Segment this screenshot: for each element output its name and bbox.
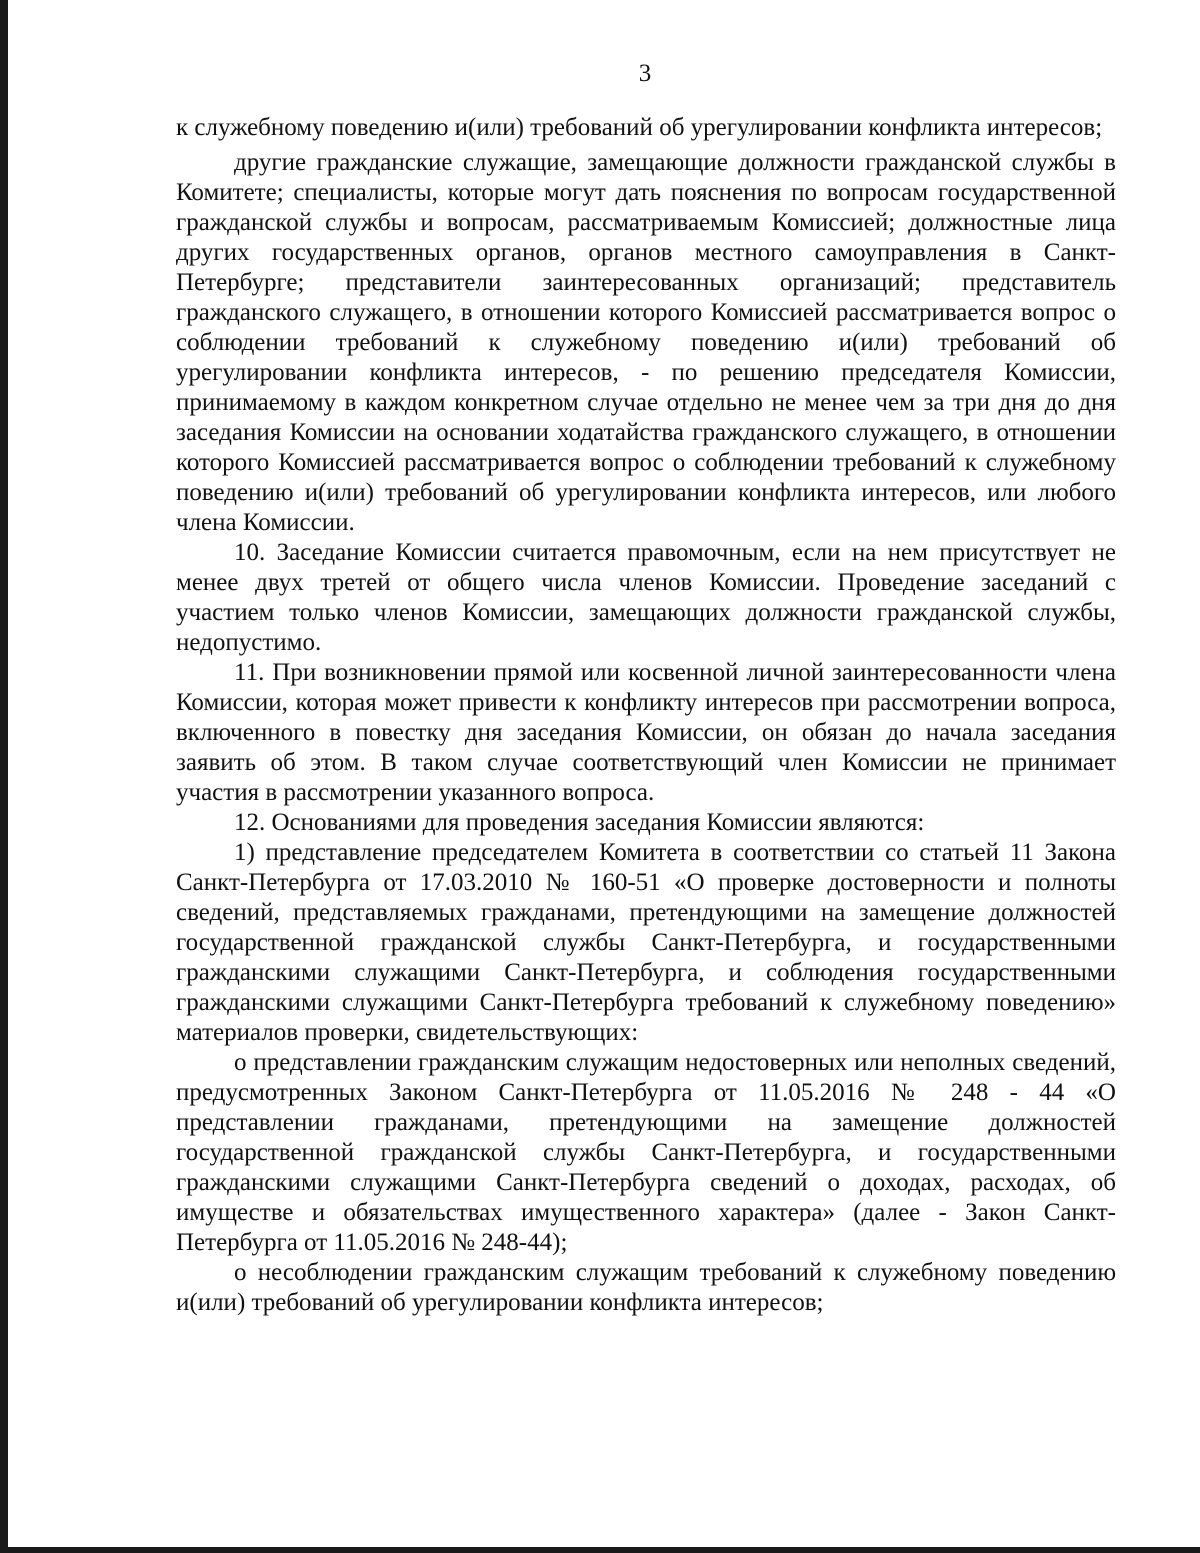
- paragraph-other-participants: другие гражданские служащие, замещающие должности гражданской службы в Комитете; специалисты, которые могут дать пояснения по вопросам государственной гражданской службы и вопросам, рассматриваемым Комиссией; должностные лица других государственных органов, органов местного самоуправления в Санкт-Петербурге; представители заинтересованных организаций; представитель гражданского служащего, в отношении которого Комиссией рассматривается вопрос о соблюдении требований к служебному поведению и(или) требований об урегулировании конфликта интересов, - по решению председателя Комиссии, принимаемому в каждом конкретном случае отдельно не менее чем за три дня до дня заседания Комиссии на основании ходатайства гражданского служащего, в отношении которого Комиссией рассматривается вопрос о соблюдении требований к служебному поведению и(или) требований об урегулировании конфликта интересов, или любого члена Комиссии.: [176, 149, 1116, 536]
- document-body: [176, 113, 1116, 1318]
- scan-left-edge: [0, 0, 8, 1553]
- paragraph-unreliable-info: о представлении гражданским служащим недостоверных или неполных сведений, предусмотренных Законом Санкт-Петербурга от 11.05.2016 № 248 - 44 «О представлении гражданами, претендующими на замещение должностей государственной гражданской службы Санкт-Петербурга, и государственными гражданскими служащими Санкт-Петербурга сведений о доходах, расходах, об имуществе и обязательствах имущественного характера» (далее - Закон Санкт-Петербурга от 11.05.2016 № 248-44);: [176, 1049, 1116, 1256]
- paragraph-item-12-1: 1) представление председателем Комитета в соответствии со статьей 11 Закона Санкт-Петербурга от 17.03.2010 № 160-51 «О проверке достоверности и полноты сведений, представляемых гражданами, претендующими на замещение должностей государственной гражданской службы Санкт-Петербурга, и государственными гражданскими служащими Санкт-Петербурга, и соблюдения государственными гражданскими служащими Санкт-Петербурга требований к служебному поведению» материалов проверки, свидетельствующих:: [176, 839, 1116, 1046]
- paragraph-item-11: 11. При возникновении прямой или косвенной личной заинтересованности члена Комиссии, которая может привести к конфликту интересов при рассмотрении вопроса, включенного в повестку дня заседания Комиссии, он обязан до начала заседания заявить об этом. В таком случае соответствующий член Комиссии не принимает участия в рассмотрении указанного вопроса.: [176, 659, 1116, 806]
- page-number: 3: [638, 60, 652, 87]
- paragraph-continuation: к служебному поведению и(или) требований об урегулировании конфликта интересов;: [176, 114, 1103, 141]
- paragraph-item-12: 12. Основаниями для проведения заседания Комиссии являются:: [234, 809, 925, 836]
- paragraph-item-10: 10. Заседание Комиссии считается правомочным, если на нем присутствует не менее двух третей от общего числа членов Комиссии. Проведение заседаний с участием только членов Комиссии, замещающих должности гражданской службы, недопустимо.: [176, 539, 1116, 656]
- paragraph-non-compliance: о несоблюдении гражданским служащим требований к служебному поведению и(или) требований об урегулировании конфликта интересов;: [176, 1259, 1116, 1316]
- scan-bottom-edge: [0, 1547, 1200, 1553]
